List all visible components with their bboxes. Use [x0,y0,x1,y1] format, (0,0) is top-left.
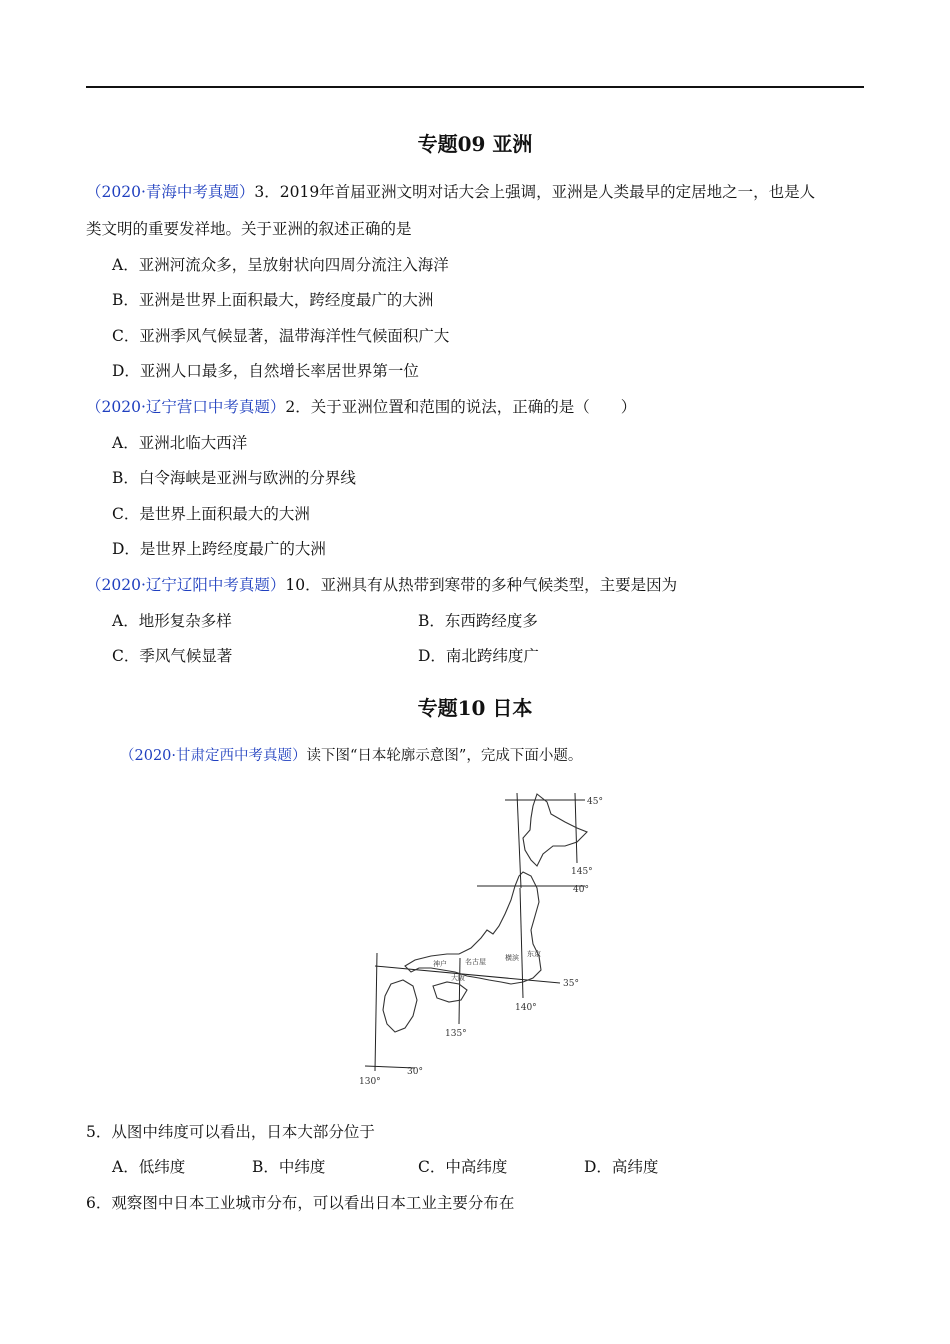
label-30: 30° [407,1067,423,1077]
option-b: B．中纬度 [252,1158,326,1176]
label-145: 145° [571,867,593,877]
map-intro [120,746,582,766]
option-c: C．中高纬度 [418,1158,508,1176]
question-source: （2020·辽宁辽阳中考真题） [86,576,286,594]
question-stem: 3．2019年首届亚洲文明对话大会上强调，亚洲是人类最早的定居地之一，也是人 [254,183,816,201]
question-stem: 2．关于亚洲位置和范围的说法，正确的是（ ） [285,398,637,416]
option-c: C．亚洲季风气候显著，温带海洋性气候面积广大 [112,327,450,345]
option-d: D．是世界上跨经度最广的大洲 [112,540,326,558]
lon-130-line [375,953,377,1071]
option-b: B．白令海峡是亚洲与欧洲的分界线 [112,469,356,487]
question-source: （2020·青海中考真题） [86,183,255,201]
question-6-stem: 6．观察图中日本工业城市分布，可以看出日本工业主要分布在 [86,1194,515,1212]
kyushu-outline [383,980,417,1032]
section-title-asia: 专题09 亚洲 [417,132,533,156]
japan-outline-map [355,788,605,1088]
city-tokyo: 东京 [527,950,541,958]
header-rule [86,86,864,88]
question-3-line2: 类文明的重要发祥地。关于亚洲的叙述正确的是 [86,220,412,238]
label-40: 40° [573,885,589,895]
label-130: 130° [359,1077,381,1087]
label-135: 135° [445,1029,467,1039]
option-a: A．亚洲河流众多，呈放射状向四周分流注入海洋 [112,256,449,274]
shikoku-outline [433,982,467,1002]
option-a: A．低纬度 [112,1158,186,1176]
lon-145-line [517,793,521,888]
option-b: B．东西跨经度多 [418,612,538,630]
option-d: D．亚洲人口最多，自然增长率居世界第一位 [112,362,419,380]
option-b: B．亚洲是世界上面积最大，跨经度最广的大洲 [112,291,434,309]
question-stem: 10．亚洲具有从热带到寒带的多种气候类型，主要是因为 [285,576,678,594]
option-c: C．季风气候显著 [112,647,233,665]
option-a: A．地形复杂多样 [112,612,232,630]
section-title-japan: 专题10 日本 [417,696,533,720]
hokkaido-outline [523,794,587,866]
lon-140-line [520,888,523,998]
intro-text: 读下图“日本轮廓示意图”，完成下面小题。 [306,748,583,764]
label-35: 35° [563,979,579,989]
city-kobe: 神户 [433,960,447,968]
lon-135-line [459,958,460,1024]
question-5-stem: 5．从图中纬度可以看出，日本大部分位于 [86,1123,375,1141]
label-45: 45° [587,797,603,807]
city-nagoya: 名古屋 [465,958,486,966]
question-2-line [86,397,636,417]
city-yokohama: 横滨 [505,954,519,962]
city-osaka: 大阪 [451,974,465,982]
option-c: C．是世界上面积最大的大洲 [112,505,310,523]
question-source: （2020·辽宁营口中考真题） [86,398,286,416]
option-d: D．南北跨纬度广 [418,647,539,665]
question-source: （2020·甘肃定西中考真题） [120,748,307,764]
question-10-line [86,575,677,595]
label-140: 140° [515,1003,537,1013]
question-3-line1 [86,182,815,202]
option-d: D．高纬度 [584,1158,659,1176]
option-a: A．亚洲北临大西洋 [112,434,248,452]
